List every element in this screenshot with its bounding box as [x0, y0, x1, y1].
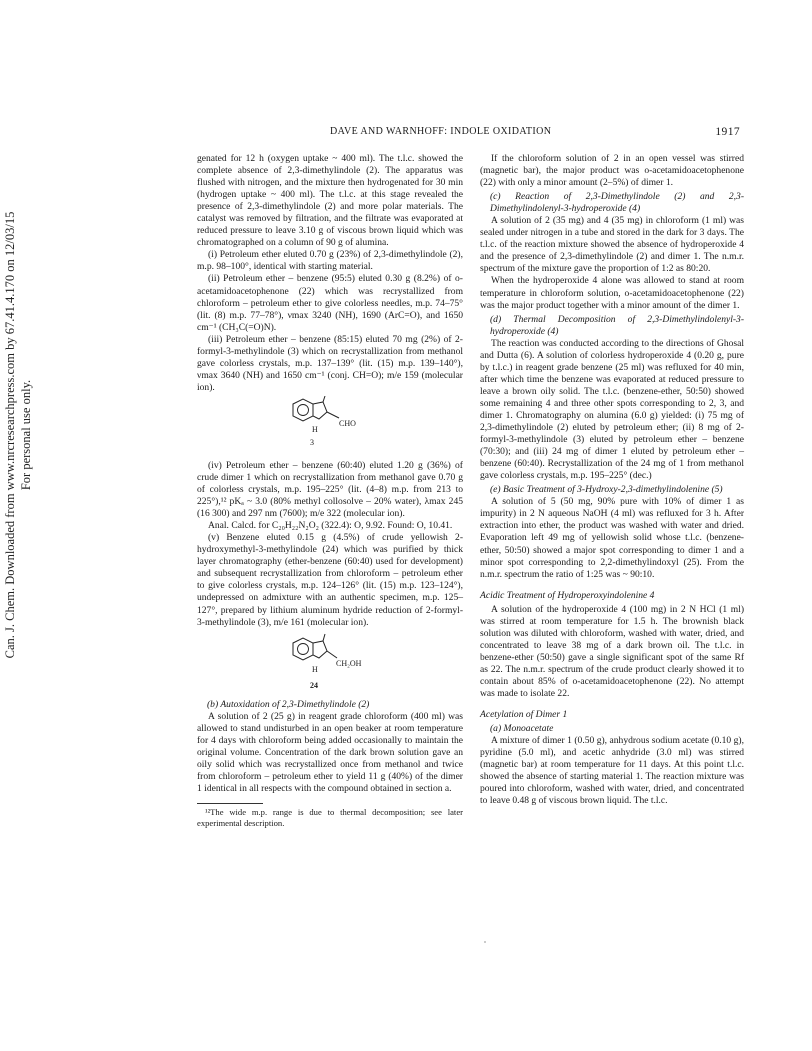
left-column	[197, 153, 463, 829]
paragraph: A solution of the hydroperoxide 4 (100 mg) in 2 N HCl (1 ml) was stirred at room temperature for 1.5 h. The brownish black solution was diluted with chloroform, washed with water, dried, and concentrated to leave 38 mg of a dark brown oil. The t.l.c. in benzene-ether (50:50) gave a single significant spot of the same Rf as 22. The n.m.r. spectrum of the crude product clearly showed it to contain about 85% of o-acetamidoacetophenone (22). No attempt was made to isolate 22.	[480, 603, 744, 700]
subsection-heading: (a) Monoacetate	[490, 723, 554, 735]
subsection-heading: (e) Basic Treatment of 3-Hydroxy-2,3-dimethylindolenine (5)	[490, 484, 723, 496]
paragraph: (iii) Petroleum ether – benzene (85:15) eluted 70 mg (2%) of 2-formyl-3-methylindole (3) which on recrystallization from methanol gave colorless crystals, m.p. 137–139° (lit. (15) m.p. 139–140°), νmax 3640 (NH) and 1650 cm⁻¹ (conj. CH=O); m/e 159 (molecular ion).	[197, 333, 463, 393]
running-head: DAVE AND WARNHOFF: INDOLE OXIDATION	[330, 126, 552, 137]
paragraph: The reaction was conducted according to the directions of Ghosal and Dutta (6). A solution of colorless hydroperoxide 4 (0.20 g, pure by t.l.c.) in reagent grade benzene (25 ml) was refluxed for 40 min, after which time the benzene was evaporated at reduced pressure to leave a brown oily solid. The t.l.c. (benzene-ether, 50:50) showed some remaining 4 and three other spots corresponding to 2, 3, and dimer 1. Chromatography on alumina (6.0 g) yielded: (i) 75 mg of 2,3-dimethylindole (2) eluted by petroleum ether; (ii) 8 mg of 2-formyl-3-methylindole (3) eluted by petroleum ether – benzene (70:30); and (iii) 24 mg of dimer 1 eluted by petroleum ether – benzene (60:40). Recrystallization of the 24 mg of 1 from methanol gave colorless crystals, m.p. 195–225° (dec.)	[480, 337, 744, 482]
section-heading: Acidic Treatment of Hydroperoxyindolenine 4	[480, 589, 655, 601]
paragraph: (i) Petroleum ether eluted 0.70 g (23%) of 2,3-dimethylindole (2), m.p. 98–100°, identical with starting material.	[197, 249, 463, 273]
paragraph: If the chloroform solution of 2 in an open vessel was stirred (magnetic bar), the major product was o-acetamidoacetophenone (22) with only a minor amount (2–5%) of dimer 1.	[480, 153, 744, 189]
page-header	[330, 126, 740, 142]
compound-number: 3	[310, 437, 314, 447]
substituent-label: CH₂OH	[336, 658, 362, 668]
paragraph: genated for 12 h (oxygen uptake ~ 400 ml). The t.l.c. showed the complete absence of 2,3-dimethylindole (2). The apparatus was flushed with nitrogen, and the mixture then hydrogenated for 30 min (hydrogen uptake ~ 400 ml). The t.l.c. at this stage revealed the presence of 2,3-dimethylindole (2) and more polar materials. The catalyst was removed by filtration, and the filtrate was evaporated at reduced pressure to leave 3.10 g of viscous brown liquid which was chromatographed on a column of 90 g of alumina.	[197, 153, 463, 249]
watermark-usage-line: For personal use only.	[19, 379, 33, 491]
page-number: 1917	[715, 126, 740, 138]
structure-3	[197, 396, 463, 456]
download-watermark	[2, 170, 36, 700]
structure-24	[197, 633, 463, 695]
scan-speck	[484, 941, 486, 943]
paragraph: Anal. Calcd. for C₂₀H₂₂N₂O₂ (322.4): O, 9.92. Found: O, 10.41.	[208, 520, 453, 532]
subsection-heading: (b) Autoxidation of 2,3-Dimethylindole (2)	[207, 698, 370, 710]
paragraph: A solution of 5 (50 mg, 90% pure with 10% of dimer 1 as impurity) in 2 N aqueous NaOH (4 ml) was refluxed for 3 h. After extraction into ether, the product was washed with water and dried. Evaporation left 49 mg of yellowish solid whose t.l.c. (benzene-ether, 50:50) showed a major spot corresponding to dimer 1 and a minor spot corresponding to 2,2-dimethylindoxyl (25). From the n.m.r. spectrum the ratio of 1:25 was ~ 90:10.	[480, 496, 744, 580]
paragraph: (iv) Petroleum ether – benzene (60:40) eluted 1.20 g (36%) of crude dimer 1 which on recrystallization from methanol gave 0.70 g of colorless crystals, m.p. 195–225° (lit. (4–8) m.p. from 213 to 225°),¹² pKₐ ~ 3.0 (80% methyl collosolve – 20% water), λmax 245 (16 300) and 297 nm (7600); m/e 322 (molecular ion).	[197, 459, 463, 520]
paragraph: A solution of 2 (25 g) in reagent grade chloroform (400 ml) was allowed to stand undisturbed in an open beaker at room temperature for 4 days with chloroform being added occasionally to maintain the original volume. Concentration of the dark brown solution gave an oily solid which was recrystallized once from methanol and twice from chloroform – petroleum ether to yield 11 g (40%) of the dimer 1 identical in all respects with the compound obtained in section a.	[197, 710, 463, 794]
footnote: ¹²The wide m.p. range is due to thermal decomposition; see later experimental description.	[197, 806, 463, 828]
paragraph: When the hydroperoxide 4 alone was allowed to stand at room temperature in chloroform solution, o-acetamidoacetophenone (22) was the major product together with a minor amount of the dimer 1.	[480, 275, 744, 311]
nh-label: H	[312, 424, 318, 434]
subsection-heading: (c) Reaction of 2,3-Dimethylindole (2) and 2,3-Dimethylindolenyl-3-hydroperoxide (4)	[490, 191, 744, 215]
section-heading: Acetylation of Dimer 1	[480, 709, 568, 721]
subsection-heading: (d) Thermal Decomposition of 2,3-Dimethylindolenyl-3-hydroperoxide (4)	[490, 313, 744, 337]
substituent-label: CHO	[339, 418, 356, 428]
paragraph: A mixture of dimer 1 (0.50 g), anhydrous sodium acetate (0.10 g), pyridine (5.0 ml), and acetic anhydride (3.0 ml) was stirred (magnetic bar) at room temperature for 11 days. At this point t.l.c. showed the absence of starting material 1. The reaction mixture was poured into chloroform, washed with water, dried, and concentrated to leave 0.48 g of viscous brown liquid. The t.l.c.	[480, 735, 744, 807]
nh-label: H	[312, 664, 318, 674]
paragraph: (v) Benzene eluted 0.15 g (4.5%) of crude yellowish 2-hydroxymethyl-3-methylindole (24) which was purified by thick layer chromatography (ether-benzene (60:40) used for development) and subsequent recrystallization from chloroform – petroleum ether to give colorless crystals, m.p. 124–126° (lit. (15) m.p. 123–124°), undepressed on admixture with an authentic specimen, m.p. 125–127°, prepared by lithium aluminum hydride reduction of 2-formyl-3-methylindole (3), m/e 161 (molecular ion).	[197, 532, 463, 628]
paragraph: A solution of 2 (35 mg) and 4 (35 mg) in chloroform (1 ml) was sealed under nitrogen in a tube and stored in the dark for 3 days. The t.l.c. of the reaction mixture showed the absence of hydroperoxide 4 and the presence of 2,3-dimethylindole (2) and dimer 1. The n.m.r. spectrum of the mixture gave the proportion of 1:2 as 80:20.	[480, 215, 744, 275]
footnote-rule	[197, 803, 263, 804]
watermark-source-line: Can. J. Chem. Downloaded from www.nrcresearchpress.com by 67.41.4.170 on 12/03/15	[3, 211, 17, 659]
paragraph: (ii) Petroleum ether – benzene (95:5) eluted 0.30 g (8.2%) of o-acetamidoacetophenone (22) which was recrystallized from chloroform – petroleum ether to give colorless needles, m.p. 74–75° (lit. (8) m.p. 77–78°), νmax 3240 (NH), 1690 (ArC=O), and 1650 cm⁻¹ (CH₃C(=O)N).	[197, 273, 463, 333]
right-column	[480, 153, 744, 807]
compound-number: 24	[310, 680, 318, 690]
